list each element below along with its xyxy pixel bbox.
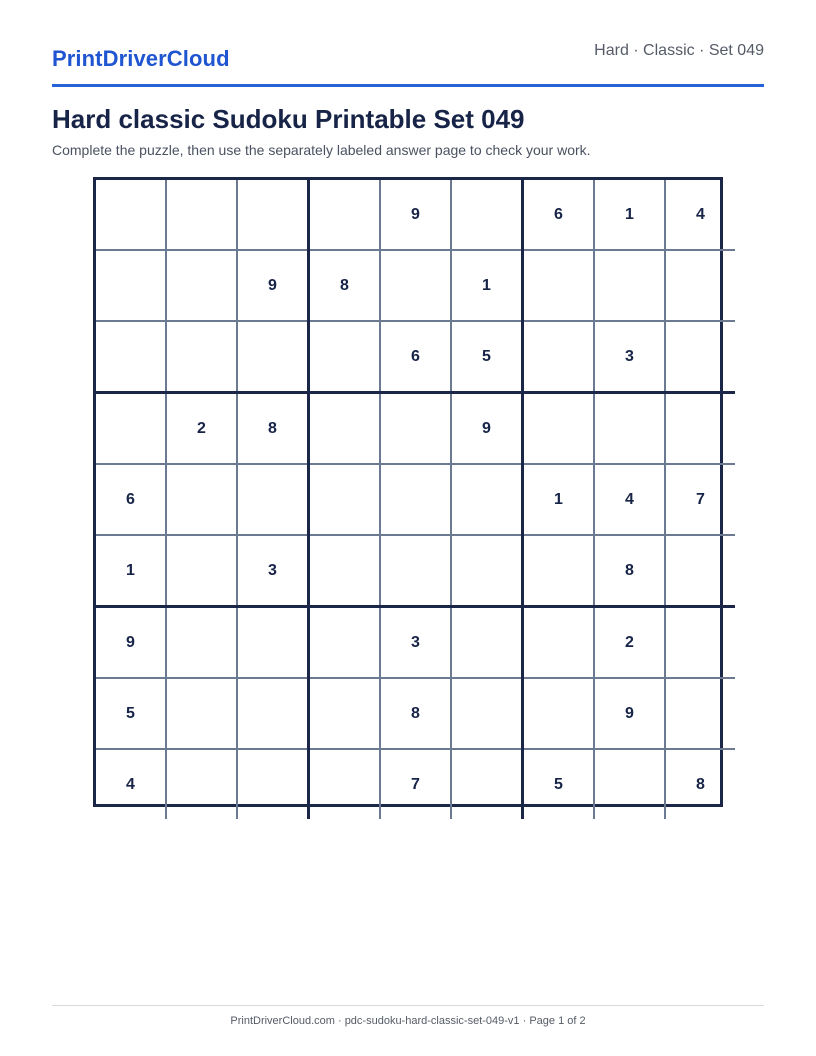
sudoku-cell: 8 [380, 678, 451, 749]
sudoku-cell [166, 180, 237, 250]
sudoku-cell [309, 607, 381, 679]
sudoku-cell: 5 [451, 321, 523, 393]
page-header [52, 40, 764, 87]
sudoku-cell: 9 [237, 250, 309, 321]
sudoku-cell [237, 180, 309, 250]
page-subtitle: Complete the puzzle, then use the separately labeled answer page to check your work. [52, 142, 591, 158]
sudoku-cell [523, 678, 595, 749]
sudoku-cell: 4 [665, 180, 735, 250]
sudoku-cell [309, 180, 381, 250]
sudoku-cell: 8 [237, 393, 309, 465]
sudoku-cell [166, 321, 237, 393]
sudoku-cell [523, 393, 595, 465]
sudoku-cell: 4 [594, 464, 665, 535]
sudoku-cell [237, 464, 309, 535]
sudoku-cell [665, 607, 735, 679]
sudoku-cell [309, 464, 381, 535]
sudoku-cell [309, 393, 381, 465]
sudoku-cell: 5 [96, 678, 166, 749]
puzzle-meta: Hard · Classic · Set 049 [594, 42, 764, 59]
sudoku-cell: 9 [380, 180, 451, 250]
sudoku-cell [96, 250, 166, 321]
sudoku-cell [166, 535, 237, 607]
sudoku-row [96, 321, 735, 393]
sudoku-cell [523, 321, 595, 393]
sudoku-cell: 4 [96, 749, 166, 819]
sudoku-cell [166, 607, 237, 679]
sudoku-cell [451, 607, 523, 679]
sudoku-cell: 1 [96, 535, 166, 607]
sudoku-cell [451, 678, 523, 749]
sudoku-cell [166, 749, 237, 819]
sudoku-cell: 1 [451, 250, 523, 321]
sudoku-cell [451, 749, 523, 819]
sudoku-cell [309, 535, 381, 607]
sudoku-cell: 3 [237, 535, 309, 607]
sudoku-cell: 1 [594, 180, 665, 250]
page-footer: PrintDriverCloud.com · pdc-sudoku-hard-classic-set-049-v1 · Page 1 of 2 [52, 1005, 764, 1027]
sudoku-cell: 9 [96, 607, 166, 679]
sudoku-cell [380, 393, 451, 465]
sudoku-cell: 6 [96, 464, 166, 535]
sudoku-cell [594, 749, 665, 819]
sudoku-cell [665, 393, 735, 465]
sudoku-cell: 2 [594, 607, 665, 679]
sudoku-cell [380, 464, 451, 535]
sudoku-cell [237, 749, 309, 819]
sudoku-cell: 7 [665, 464, 735, 535]
sudoku-cell [237, 321, 309, 393]
sudoku-cell: 7 [380, 749, 451, 819]
sudoku-row [96, 393, 735, 465]
sudoku-cell [309, 749, 381, 819]
sudoku-cell [523, 535, 595, 607]
sudoku-cell: 5 [523, 749, 595, 819]
sudoku-cell [96, 180, 166, 250]
sudoku-row [96, 678, 735, 749]
sudoku-cell [451, 535, 523, 607]
sudoku-grid [93, 177, 723, 807]
sudoku-cell: 8 [594, 535, 665, 607]
sudoku-cell [166, 250, 237, 321]
sudoku-cell [96, 393, 166, 465]
sudoku-cell [665, 678, 735, 749]
sudoku-cell [309, 678, 381, 749]
sudoku-cell [380, 535, 451, 607]
sudoku-cell [451, 464, 523, 535]
sudoku-cell [594, 393, 665, 465]
sudoku-cell: 1 [523, 464, 595, 535]
sudoku-cell: 6 [380, 321, 451, 393]
sudoku-cell [309, 321, 381, 393]
sudoku-row [96, 535, 735, 607]
sudoku-row [96, 464, 735, 535]
sudoku-cell [665, 535, 735, 607]
sudoku-cell [451, 180, 523, 250]
sudoku-cell [594, 250, 665, 321]
sudoku-cell [237, 607, 309, 679]
sudoku-cell: 3 [594, 321, 665, 393]
sudoku-table [96, 180, 735, 819]
sudoku-cell: 3 [380, 607, 451, 679]
sudoku-cell [380, 250, 451, 321]
sudoku-cell: 9 [451, 393, 523, 465]
sudoku-cell: 8 [309, 250, 381, 321]
sudoku-cell [237, 678, 309, 749]
sudoku-row [96, 749, 735, 819]
sudoku-row [96, 607, 735, 679]
sudoku-cell [96, 321, 166, 393]
sudoku-row [96, 180, 735, 250]
brand-logo: PrintDriverCloud [52, 46, 230, 71]
sudoku-cell [166, 464, 237, 535]
sudoku-row [96, 250, 735, 321]
sudoku-cell: 2 [166, 393, 237, 465]
page-title: Hard classic Sudoku Printable Set 049 [52, 104, 525, 134]
sudoku-cell: 9 [594, 678, 665, 749]
sudoku-cell [523, 250, 595, 321]
sudoku-cell: 6 [523, 180, 595, 250]
sudoku-cell: 8 [665, 749, 735, 819]
sudoku-cell [665, 250, 735, 321]
sudoku-cell [166, 678, 237, 749]
sudoku-cell [523, 607, 595, 679]
sudoku-cell [665, 321, 735, 393]
